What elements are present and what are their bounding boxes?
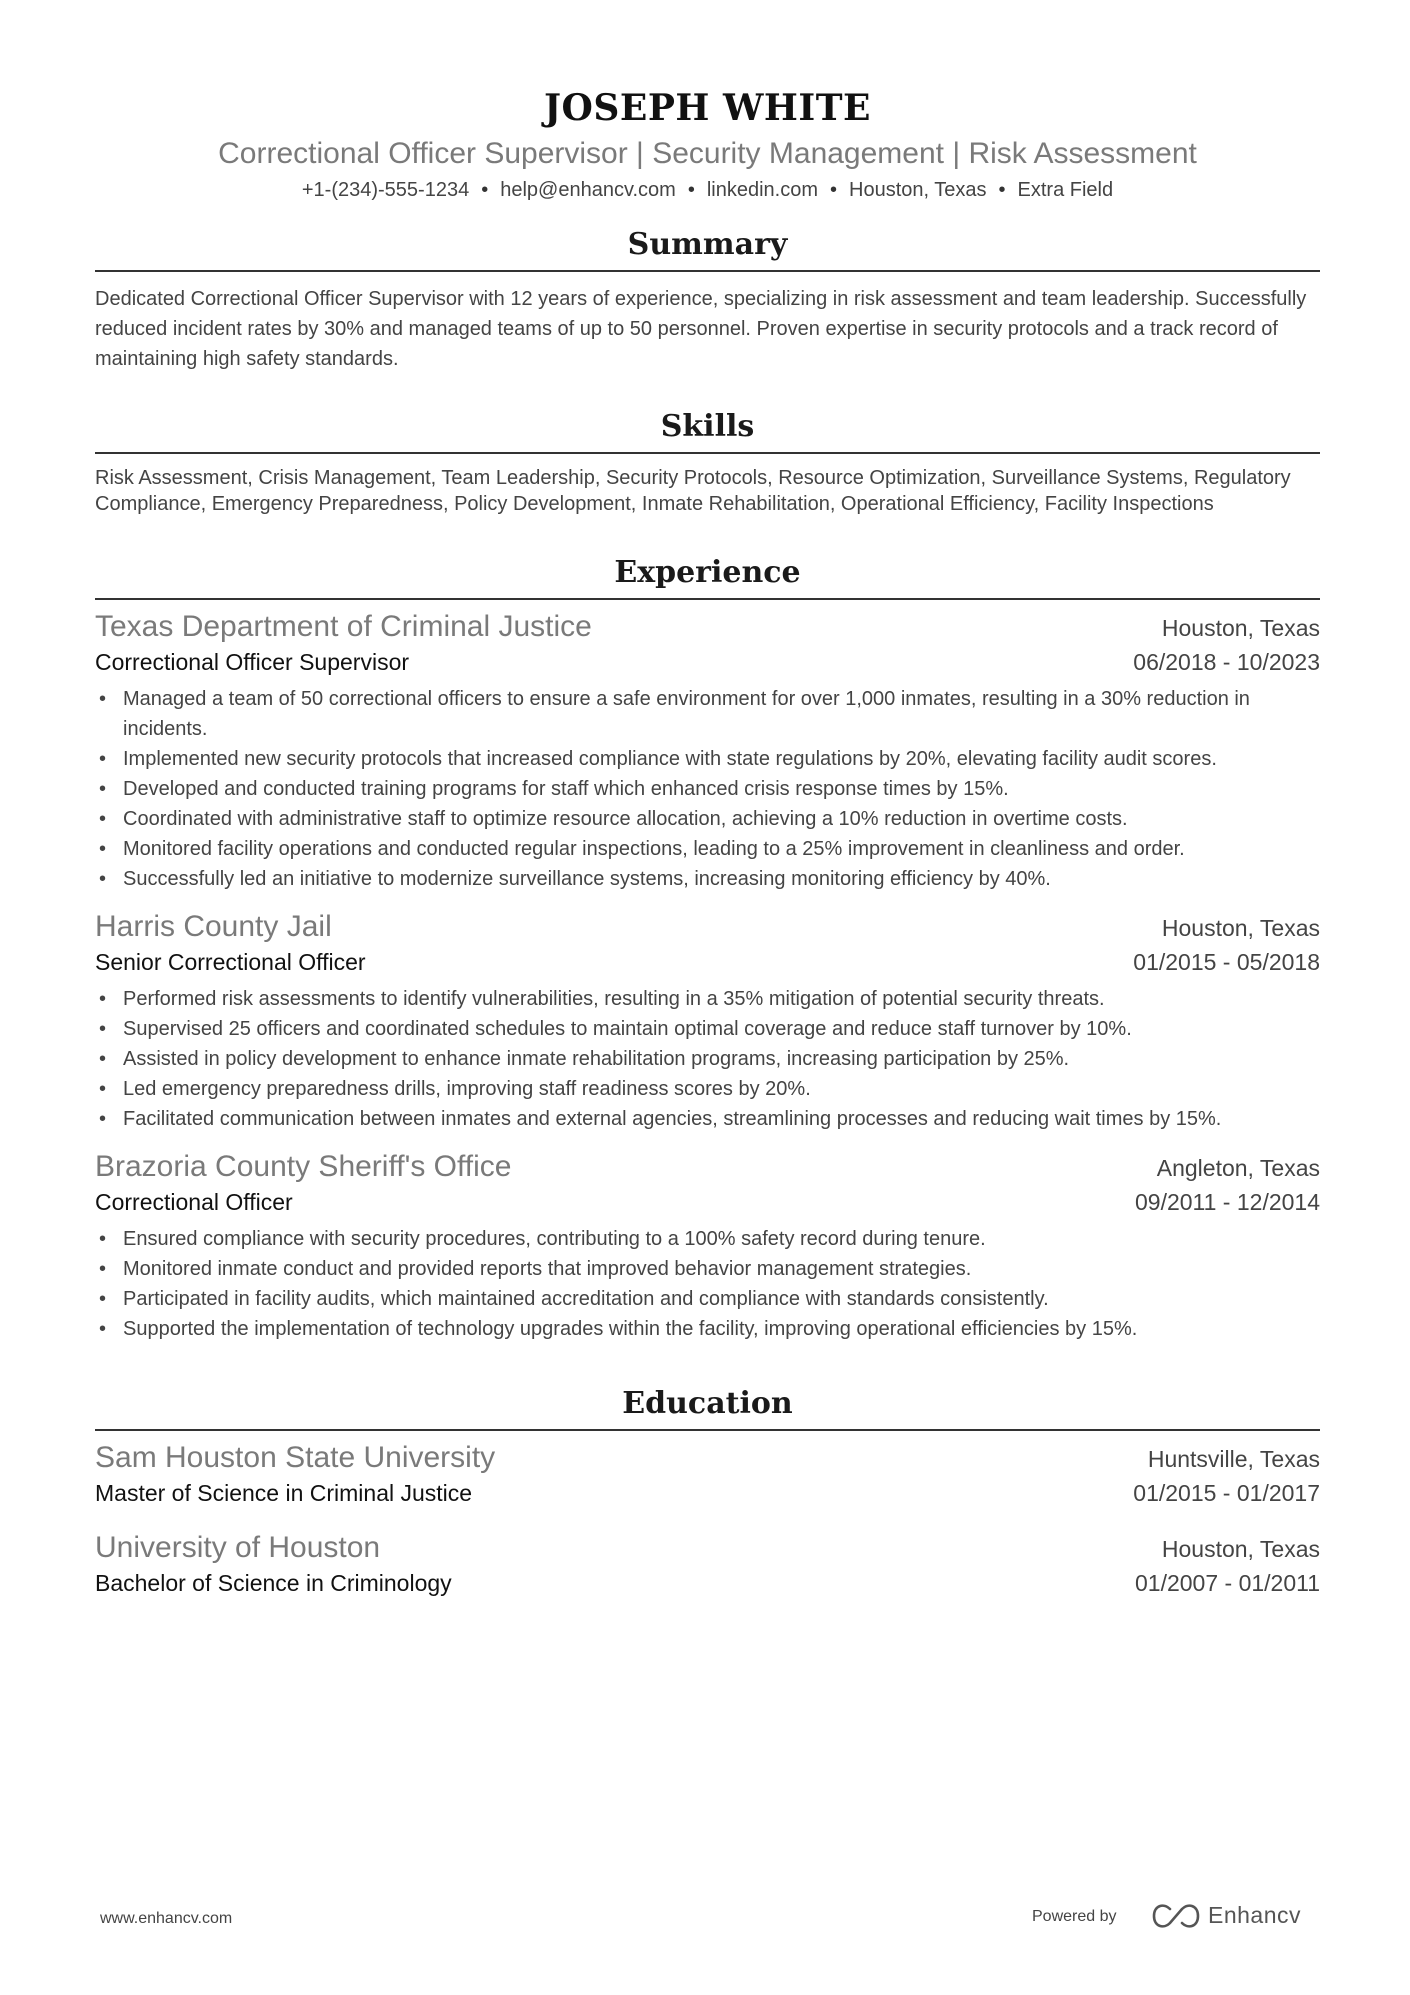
school-location: Houston, Texas [1161,1536,1320,1562]
achievement-item: • Implemented new security protocols that increased compliance with state regulations by 20%, elevating facility audit scores. [95,744,1320,774]
achievement-item: • Participated in facility audits, which maintained accreditation and compliance with standards consistently. [95,1284,1320,1314]
achievement-item: • Supported the implementation of technology upgrades within the facility, improving operational efficiencies by 15%. [95,1314,1320,1344]
experience-section [95,553,1320,1344]
section-divider [95,598,1320,600]
summary-text: Dedicated Correctional Officer Supervisor with 12 years of experience, specializing in risk assessment and team leadership. Successfully reduced incident rates by 30% and managed teams of up to 50 personnel. Proven expertise in security protocols and a track record of maintaining high safety standards. [95,288,1307,370]
achievement-list [95,984,1320,1134]
achievement-item: • Led emergency preparedness drills, improving staff readiness scores by 20%. [95,1074,1320,1104]
entry-subheader-row [95,1186,1320,1218]
education-entry [95,1529,1320,1599]
company-name: Texas Department of Criminal Justice [95,610,592,643]
school-location: Huntsville, Texas [1147,1446,1320,1472]
achievement-item: • Performed risk assessments to identify vulnerabilities, resulting in a 35% mitigation of potential security threats. [95,984,1320,1014]
job-location: Angleton, Texas [1156,1155,1320,1181]
education-section [95,1384,1320,1599]
candidate-headline: Correctional Officer Supervisor | Security Management | Risk Assessment [218,137,1197,170]
achievement-item: • Monitored inmate conduct and provided reports that improved behavior management strategies. [95,1254,1320,1284]
entry-header-row [95,908,1320,946]
achievement-list [95,684,1320,894]
achievement-item: • Managed a team of 50 correctional officers to ensure a safe environment for over 1,000 inmates, resulting in a 30% reduction in incidents. [95,684,1320,744]
entry-header-row [95,1529,1320,1567]
page-footer [0,1902,1410,1942]
candidate-name: JOSEPH WHITE [544,87,871,129]
section-title-skills: Skills [660,409,755,444]
enhancv-brand-text: Enhancv [1208,1902,1302,1928]
entry-subheader-row [95,946,1320,978]
achievement-item: • Successfully led an initiative to modernize surveillance systems, increasing monitoring efficiency by 40%. [95,864,1320,894]
bullet-separator: • [481,179,489,201]
contact-phone[interactable]: +1-(234)-555-1234 [301,179,470,201]
bullet-separator: • [998,179,1006,201]
section-divider [95,452,1320,454]
powered-by-label: Powered by [1032,1908,1117,1925]
skills-text: Risk Assessment, Crisis Management, Team Leadership, Security Protocols, Resource Optimization, Surveillance Systems, Regulatory Compliance, Emergency Preparedness, Policy Development, Inmate Rehabilitation, Operational Efficiency, Facility Inspections [95,467,1291,515]
achievement-item: • Supervised 25 officers and coordinated schedules to maintain optimal coverage and reduce staff turnover by 10%. [95,1014,1320,1044]
achievement-item: • Assisted in policy development to enhance inmate rehabilitation programs, increasing participation by 25%. [95,1044,1320,1074]
section-divider [95,270,1320,272]
contact-email[interactable]: help@enhancv.com [500,179,676,201]
enhancv-logo-icon [1152,1903,1200,1929]
summary-section [95,225,1320,374]
education-dates: 01/2007 - 01/2011 [1134,1570,1320,1596]
job-dates: 06/2018 - 10/2023 [1133,649,1320,675]
company-name: Harris County Jail [95,910,332,943]
job-location: Houston, Texas [1161,915,1320,941]
education-dates: 01/2015 - 01/2017 [1133,1480,1320,1506]
achievement-item: • Coordinated with administrative staff to optimize resource allocation, achieving a 10% reduction in overtime costs. [95,804,1320,834]
entry-subheader-row [95,1477,1320,1509]
education-entry [95,1439,1320,1509]
bullet-separator: • [830,179,838,201]
contact-line [95,176,1320,204]
job-dates: 01/2015 - 05/2018 [1133,949,1320,975]
experience-entry [95,908,1320,1134]
section-title-experience: Experience [614,555,801,590]
entry-header-row [95,1439,1320,1477]
achievement-item: • Ensured compliance with security procedures, contributing to a 100% safety record during tenure. [95,1224,1320,1254]
contact-location: Houston, Texas [849,179,987,201]
achievement-item: • Facilitated communication between inmates and external agencies, streamlining processes and reducing wait times by 15%. [95,1104,1320,1134]
footer-url[interactable]: www.enhancv.com [100,1910,233,1927]
job-title: Correctional Officer [95,1189,293,1215]
resume-header [95,84,1320,204]
degree-title: Master of Science in Criminal Justice [95,1480,473,1506]
bullet-separator: • [687,179,695,201]
entry-subheader-row [95,646,1320,678]
skills-section [95,407,1320,517]
resume-page [95,0,1320,1599]
contact-linkedin[interactable]: linkedin.com [706,179,818,201]
job-title: Correctional Officer Supervisor [95,649,410,675]
achievement-item: • Monitored facility operations and conducted regular inspections, leading to a 25% improvement in cleanliness and order. [95,834,1320,864]
degree-title: Bachelor of Science in Criminology [95,1570,452,1596]
section-title-education: Education [622,1386,793,1421]
entry-header-row [95,1148,1320,1186]
enhancv-logo[interactable] [1152,1902,1301,1929]
entry-subheader-row [95,1567,1320,1599]
company-name: Brazoria County Sheriff's Office [95,1150,512,1183]
experience-entry [95,608,1320,894]
entry-header-row [95,608,1320,646]
experience-entry [95,1148,1320,1344]
section-title-summary: Summary [627,227,788,262]
job-location: Houston, Texas [1161,615,1320,641]
section-divider [95,1429,1320,1431]
contact-extra: Extra Field [1017,179,1114,201]
job-title: Senior Correctional Officer [95,949,366,975]
school-name: Sam Houston State University [95,1441,496,1474]
achievement-item: • Developed and conducted training programs for staff which enhanced crisis response times by 15%. [95,774,1320,804]
achievement-list [95,1224,1320,1344]
school-name: University of Houston [95,1531,381,1564]
job-dates: 09/2011 - 12/2014 [1134,1189,1320,1215]
